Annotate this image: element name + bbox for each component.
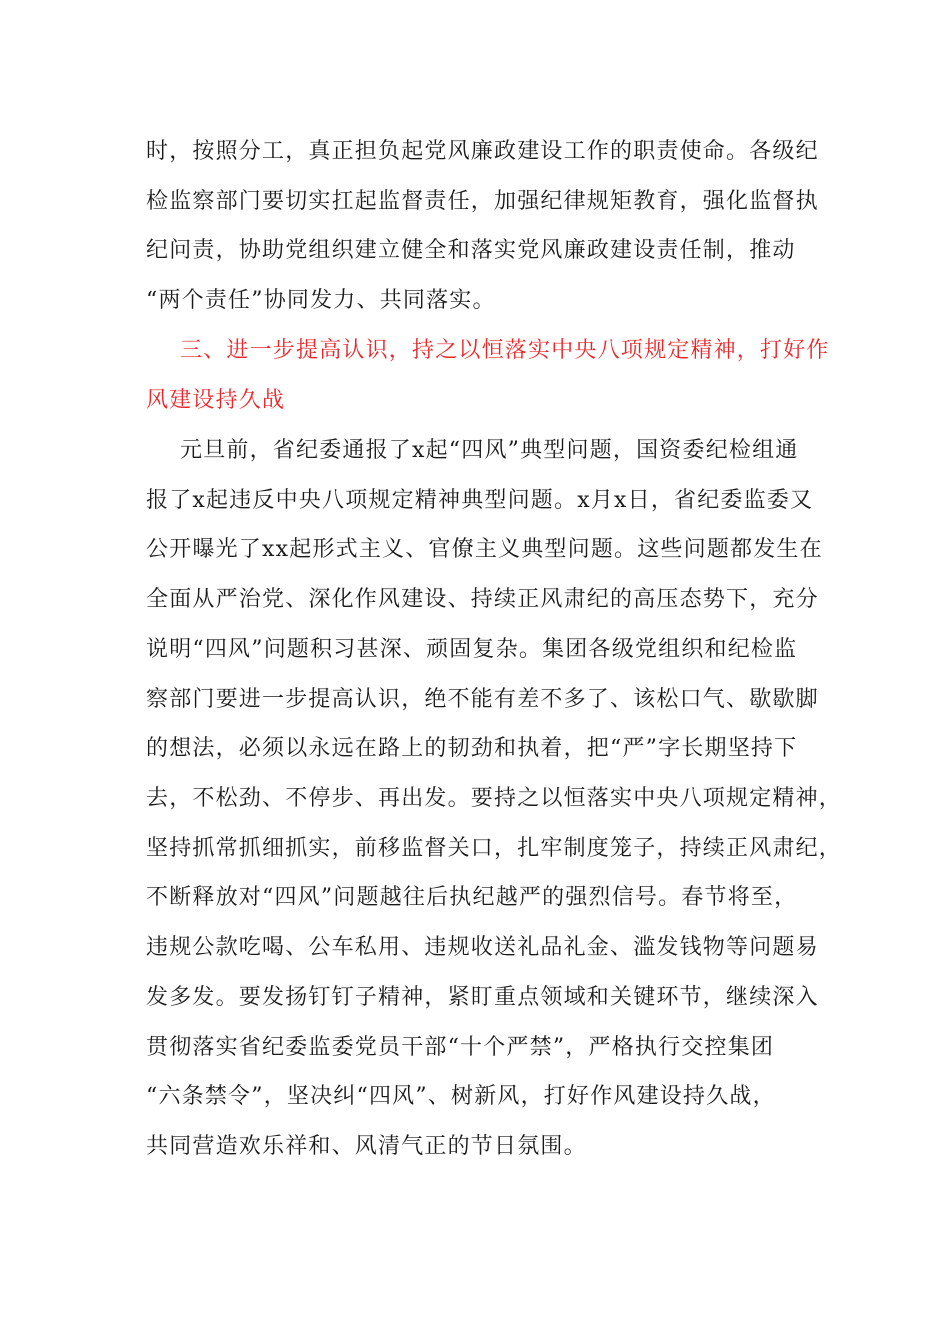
- section-heading-line: 风建设持久战: [146, 388, 286, 413]
- body-line: 不断释放对“四风”问题越往后执纪越严的强烈信号。春节将至，: [146, 885, 798, 910]
- paragraph-line: 检监察部门要切实扛起监督责任，加强纪律规矩教育，强化监督执: [146, 189, 819, 214]
- body-line: 发多发。要发扬钉钉子精神，紧盯重点领域和关键环节，继续深入: [146, 985, 819, 1010]
- section-heading-line: 三、进一步提高认识，持之以恒落实中央八项规定精神，打好作: [180, 338, 830, 363]
- body-line: 违规公款吃喝、公车私用、违规收送礼品礼金、滥发钱物等问题易: [146, 935, 819, 960]
- body-line: 察部门要进一步提高认识，绝不能有差不多了、该松口气、歇歇脚: [146, 687, 819, 712]
- body-line: 公开曝光了xx起形式主义、官僚主义典型问题。这些问题都发生在: [146, 537, 823, 562]
- paragraph-line: 纪问责，协助党组织建立健全和落实党风廉政建设责任制，推动: [146, 238, 796, 263]
- body-line: 说明“四风”问题积习甚深、顽固复杂。集团各级党组织和纪检监: [146, 637, 798, 662]
- body-line: 的想法，必须以永远在路上的韧劲和执着，把“严”字长期坚持下: [146, 736, 798, 761]
- body-line: 贯彻落实省纪委监委党员干部“十个严禁”，严格执行交控集团: [146, 1035, 775, 1060]
- body-line: 报了x起违反中央八项规定精神典型问题。x月x日，省纪委监委又: [146, 488, 814, 513]
- paragraph-line: 时，按照分工，真正担负起党风廉政建设工作的职责使命。各级纪: [146, 139, 819, 164]
- body-line: 全面从严治党、深化作风建设、持续正风肃纪的高压态势下，充分: [146, 587, 819, 612]
- paragraph-line: “两个责任”协同发力、共同落实。: [146, 288, 496, 313]
- body-line: 元旦前，省纪委通报了x起“四风”典型问题，国资委纪检组通: [180, 438, 799, 463]
- body-line: 共同营造欢乐祥和、风清气正的节日氛围。: [146, 1134, 587, 1159]
- body-line: 去，不松劲、不停步、再出发。要持之以恒落实中央八项规定精神，: [146, 786, 843, 811]
- body-line: 坚持抓常抓细抓实，前移监督关口，扎牢制度笼子，持续正风肃纪，: [146, 836, 843, 861]
- body-line: “六条禁令”，坚决纠“四风”、树新风，打好作风建设持久战，: [146, 1084, 776, 1109]
